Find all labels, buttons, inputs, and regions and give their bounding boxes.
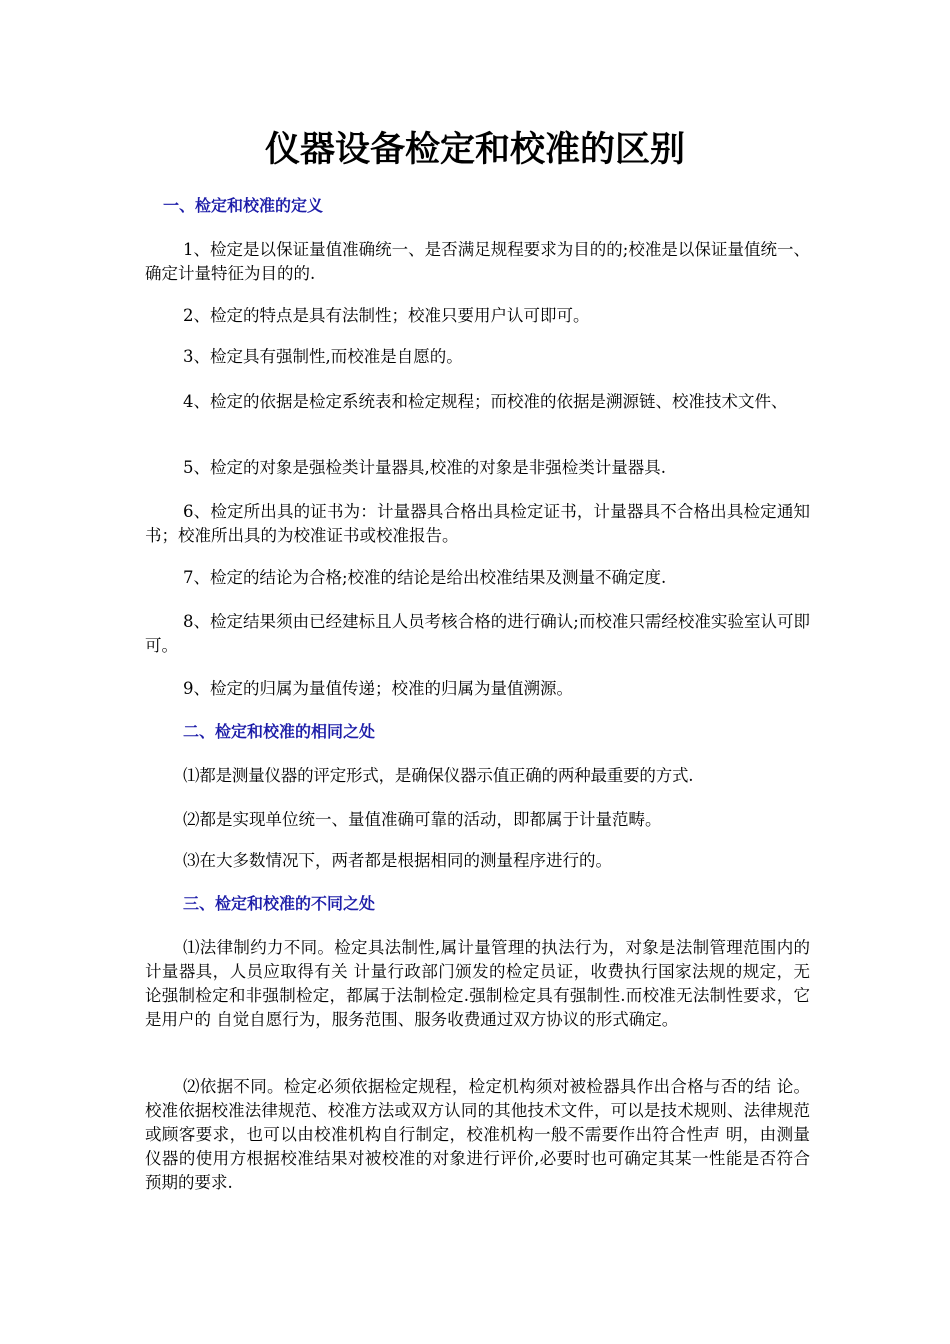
- paragraph-definition-7: 7、检定的结论为合格;校准的结论是给出校准结果及测量不确定度.: [183, 568, 667, 587]
- paragraph-similarity-3: ⑶在大多数情况下，两者都是根据相同的测量程序进行的。: [183, 851, 612, 870]
- paragraph-definition-6: 6、检定所出具的证书为：计量器具合格出具检定证书，计量器具不合格出具检定通知书；校准所出具的为校准证书或校准报告。: [145, 502, 810, 545]
- paragraph-similarity-2: ⑵都是实现单位统一、量值准确可靠的活动，即都属于计量范畴。: [183, 810, 662, 829]
- paragraph-difference-2: ⑵依据不同。检定必须依据检定规程，检定机构须对被检器具作出合格与否的结 论。校准依据校准法律规范、校准方法或双方认同的其他技术文件，可以是技术规则、法律规范或顾客要求，也可以由校准机构自行制定，校准机构一般不需要作出符合性声 明，由测量仪器的使用方根据校准结果对被校准的对象进行评价,必要时也可确定其某一性能是否符合预期的要求.: [145, 1077, 810, 1192]
- section-heading-differences: 三、检定和校准的不同之处: [183, 894, 376, 913]
- section-heading-similarities: 二、检定和校准的相同之处: [183, 722, 376, 741]
- paragraph-definition-2: 2、检定的特点是具有法制性；校准只要用户认可即可。: [183, 306, 590, 325]
- paragraph-definition-5: 5、检定的对象是强检类计量器具,校准的对象是非强检类计量器具.: [183, 458, 666, 477]
- paragraph-definition-1: 1、检定是以保证量值准确统一、是否满足规程要求为目的的;校准是以保证量值统一、确定计量特征为目的的.: [145, 240, 810, 283]
- paragraph-definition-4: 4、检定的依据是检定系统表和检定规程；而校准的依据是溯源链、校准技术文件、: [183, 392, 788, 411]
- paragraph-similarity-1: ⑴都是测量仪器的评定形式，是确保仪器示值正确的两种最重要的方式.: [183, 766, 694, 785]
- paragraph-definition-3: 3、检定具有强制性,而校准是自愿的。: [183, 347, 463, 366]
- paragraph-difference-1: ⑴法律制约力不同。检定具法制性,属计量管理的执法行为，对象是法制管理范围内的计量器具，人员应取得有关 计量行政部门颁发的检定员证，收费执行国家法规的规定，无论强制检定和非强制检定，都属于法制检定.强制检定具有强制性.而校准无法制性要求，它是用户的 自觉自愿行为，服务范围、服务收费通过双方协议的形式确定。: [145, 938, 810, 1029]
- section-heading-definition: 一、检定和校准的定义: [163, 196, 324, 215]
- paragraph-definition-9: 9、检定的归属为量值传递；校准的归属为量值溯源。: [183, 679, 573, 698]
- page-title: 仪器设备检定和校准的区别: [264, 129, 685, 170]
- paragraph-definition-8: 8、检定结果须由已经建标且人员考核合格的进行确认;而校准只需经校准实验室认可即可。: [145, 612, 810, 655]
